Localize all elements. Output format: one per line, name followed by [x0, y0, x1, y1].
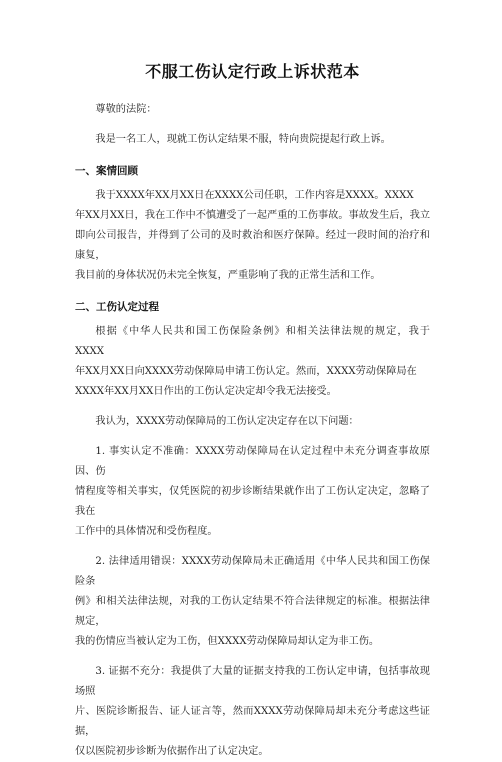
text-line: 情程度等相关事实，仅凭医院的初步诊断结果就作出了工伤认定决定，忽略了我在 — [75, 486, 430, 517]
text-line: 3. 证据不充分：我提供了大量的证据支持我的工伤认定申请，包括事故现场照 — [75, 666, 430, 697]
text-line: 2. 法律适用错误：XXXX劳动保障局未正确适用《中华人民共和国工伤保险条 — [75, 556, 430, 587]
spacer — [75, 432, 430, 442]
spacer — [75, 82, 430, 100]
text-line: 例》和相关法律法规，对我的工伤认定结果不符合法律规定的标准。根据法律规定， — [75, 596, 430, 627]
spacer — [75, 542, 430, 552]
text-line: 根据《中华人民共和国工伤保险条例》和相关法律法规的规定，我于XXXX — [75, 326, 430, 357]
case-review-paragraph — [75, 186, 430, 286]
section-heading-case-review: 一、案情回顾 — [75, 165, 138, 177]
spacer — [75, 652, 430, 662]
issue-1-paragraph — [75, 442, 430, 542]
issue-3-paragraph — [75, 662, 430, 762]
intro-paragraph: 我是一名工人，现就工伤认定结果不服，特向贵院提起行政上诉。 — [95, 134, 391, 145]
spacer — [75, 286, 430, 298]
text-line: 1. 事实认定不准确：XXXX劳动保障局在认定过程中未充分调查事故原因、伤 — [75, 446, 430, 477]
text-line: 我的伤情应当被认定为工伤，但XXXX劳动保障局却认定为非工伤。 — [75, 636, 380, 647]
issue-2-paragraph — [75, 552, 430, 652]
spacer — [75, 150, 430, 162]
spacer — [75, 402, 430, 412]
text-line: 工作中的具体情况和受伤程度。 — [75, 526, 218, 537]
text-line: 仅以医院初步诊断为依据作出了认定决定。 — [75, 746, 269, 757]
issues-intro-paragraph: 我认为，XXXX劳动保障局的工伤认定决定存在以下问题： — [95, 416, 359, 427]
text-line: 年XX月XX日向XXXX劳动保障局申请工伤认定。然而，XXXX劳动保障局在 — [75, 366, 417, 377]
text-line: 年XX月XX日，我在工作中不慎遭受了一起严重的工伤事故。事故发生后，我立 — [75, 210, 431, 221]
text-line: 我目前的身体状况仍未完全恢复，严重影响了我的正常生活和工作。 — [75, 270, 381, 281]
text-line: XXXX年XX月XX日作出的工伤认定决定却令我无法接受。 — [75, 386, 337, 397]
text-line: 片、医院诊断报告、证人证言等，然而XXXX劳动保障局却未充分考虑这些证据， — [75, 706, 430, 737]
document-title: 不服工伤认定行政上诉状范本 — [145, 62, 360, 81]
salutation: 尊敬的法院： — [95, 104, 157, 115]
text-line: 即向公司报告，并得到了公司的及时救治和医疗保障。经过一段时间的治疗和康复， — [75, 230, 430, 261]
section-heading-process: 二、工伤认定过程 — [75, 301, 159, 313]
spacer — [75, 120, 430, 130]
text-line: 我于XXXX年XX月XX日在XXXX公司任职，工作内容是XXXX。XXXX — [95, 190, 414, 201]
process-paragraph — [75, 322, 430, 402]
